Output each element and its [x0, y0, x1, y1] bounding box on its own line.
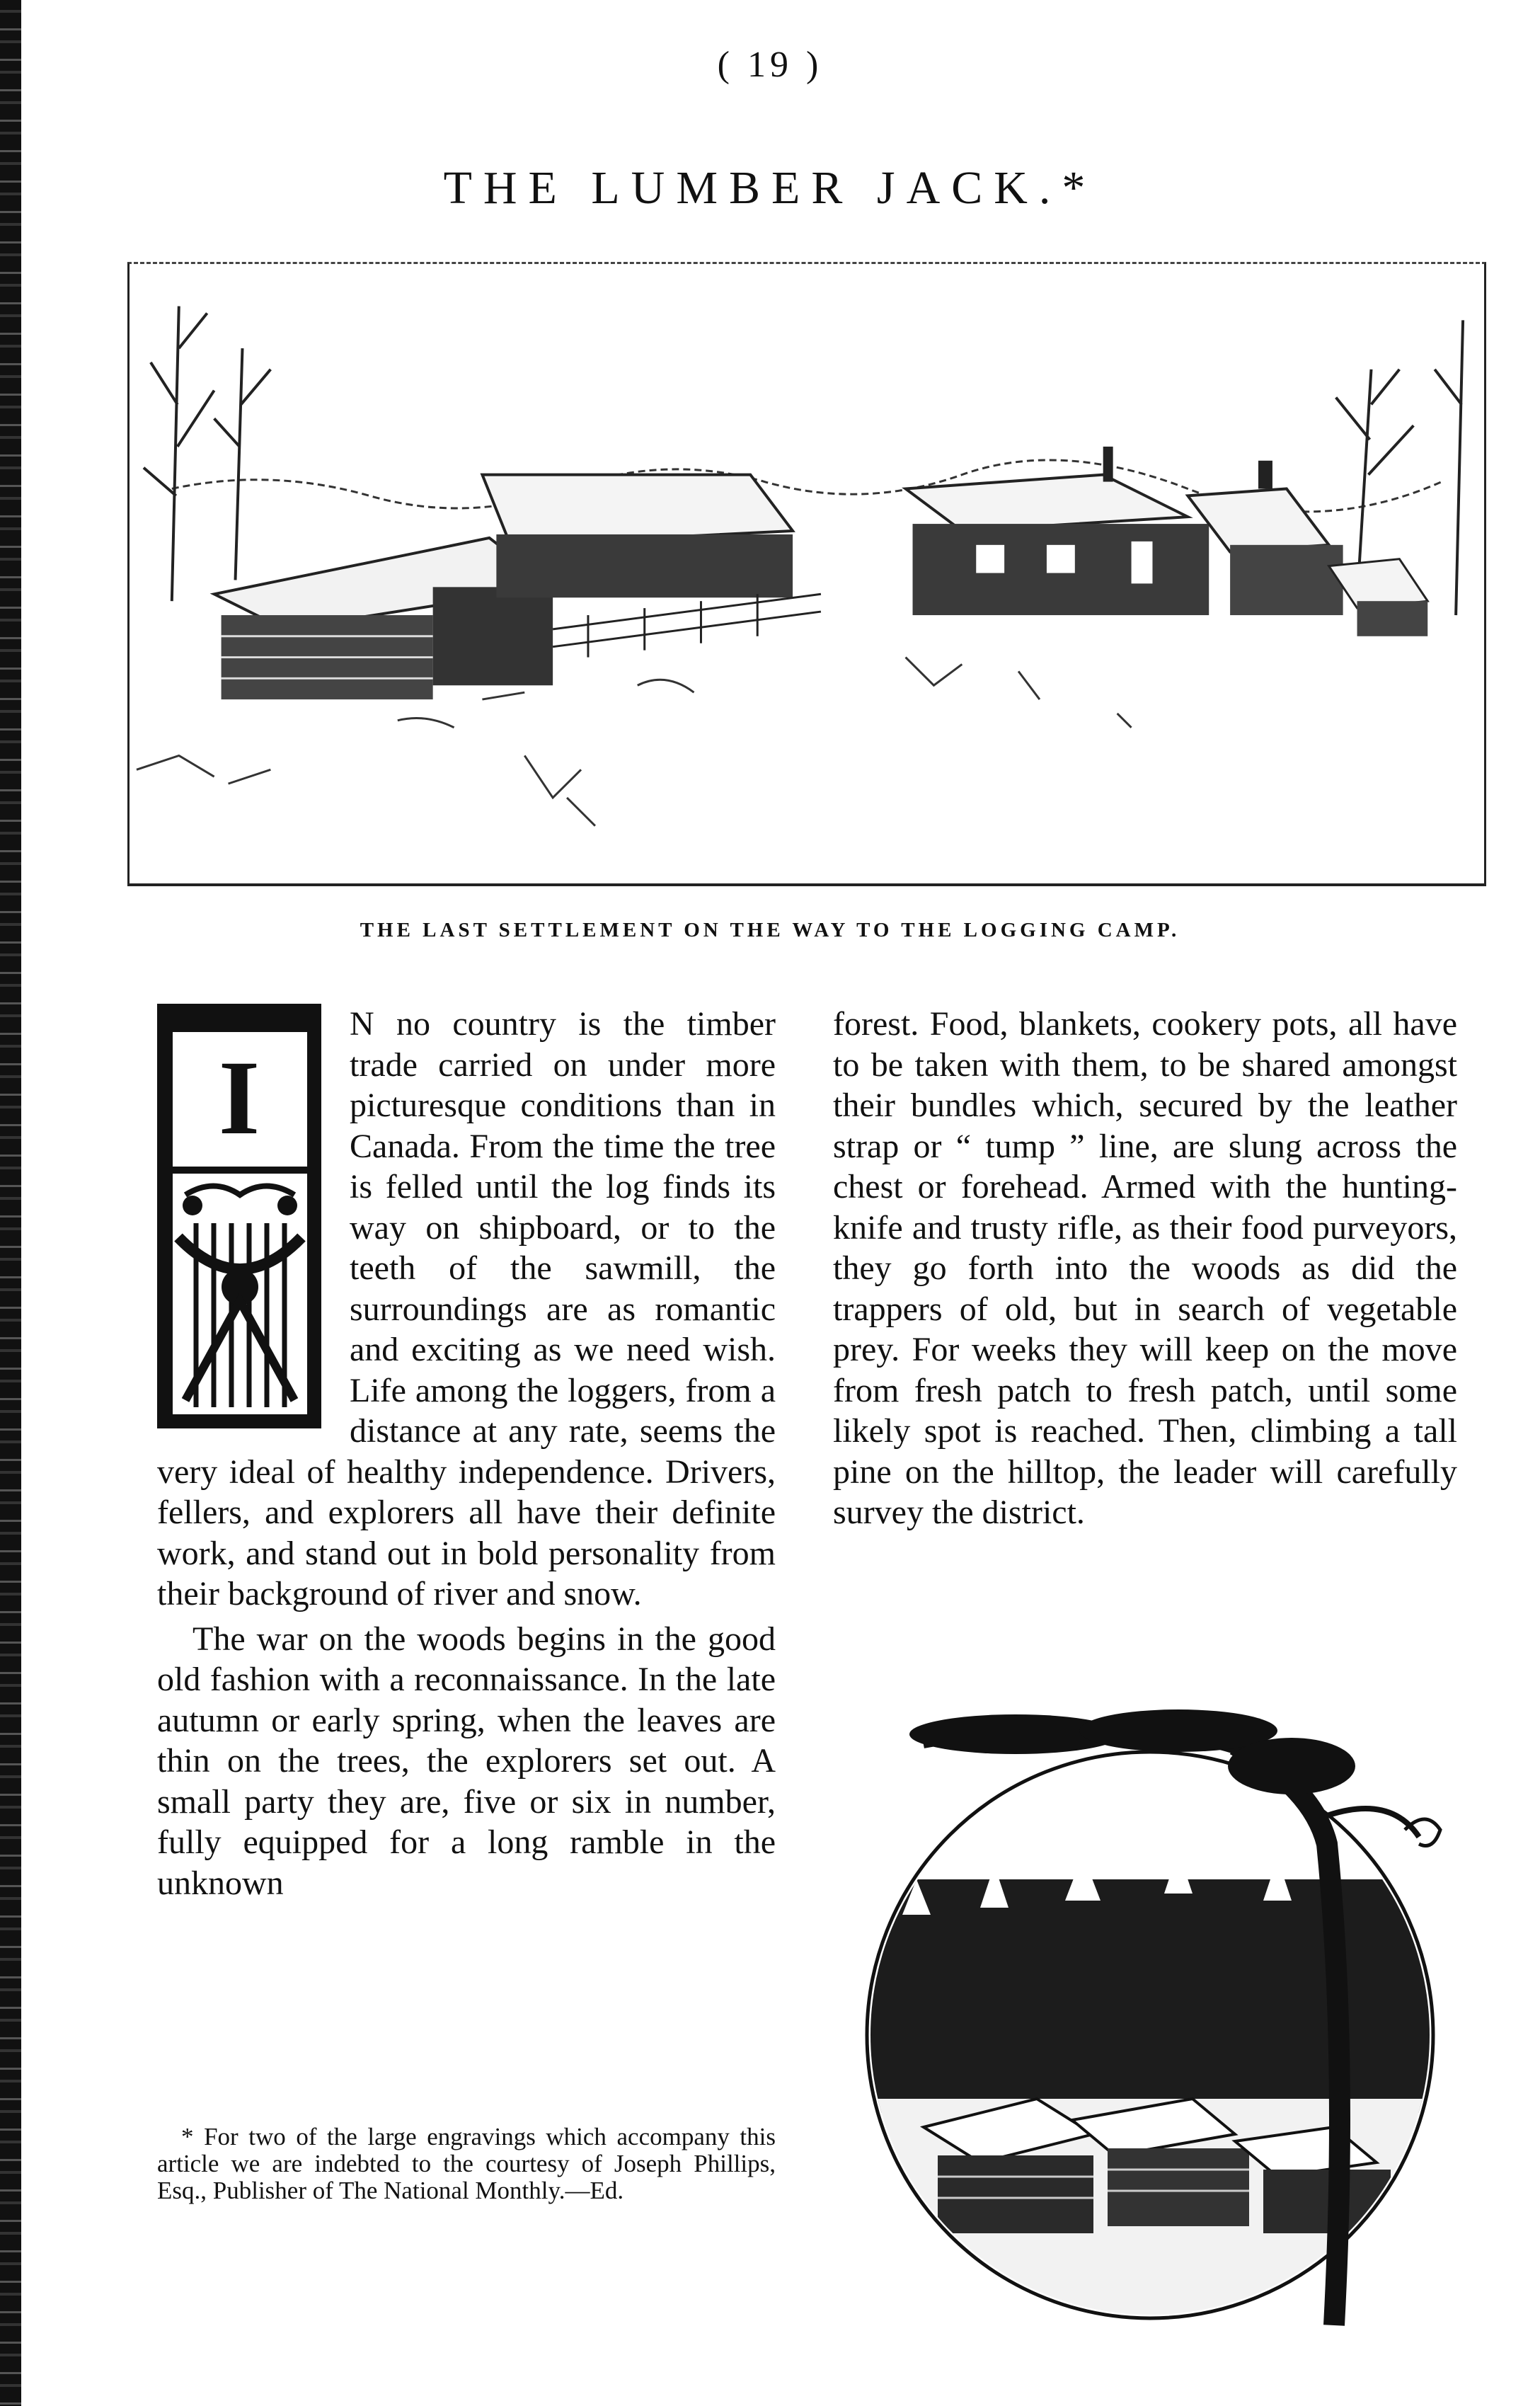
left-column — [157, 1004, 776, 1903]
drop-cap-letter: I — [218, 1039, 260, 1157]
page-number: ( 19 ) — [717, 45, 823, 85]
right-column — [833, 1004, 1457, 1533]
article-title: THE LUMBER JACK.* — [443, 162, 1097, 214]
paragraph-1 — [157, 1004, 776, 1615]
footnote: * For two of the large engravings which accompany this article we are indebted to the courtesy of Joseph Phillips, Esq., Publisher of The National Monthly.—Ed. — [157, 2123, 776, 2204]
logging-camp-vignette — [839, 1702, 1497, 2339]
paragraph-2-continued: forest. Food, blankets, cookery pots, all have to be taken with them, to be shared amongst their bundles which, secured by the leather strap or “ tump ” line, are slung across the chest or forehead. Armed with the hunting-knife and trusty rifle, as their food purveyors, they go forth into the woods as did the trappers of old, but in search of vegetable prey. For weeks they will keep on the move from fresh patch to fresh patch, until some likely spot is reached. Then, climbing a tall pine on the hilltop, the leader will carefully survey the district. — [833, 1005, 1457, 1531]
settlement-engraving — [127, 262, 1486, 886]
book-spine-edge — [0, 0, 21, 2406]
paragraph-1-text: N no country is the timber trade carried on under more picturesque conditions than in Canada. From the time the tree is felled until the log finds its way on shipboard, or to the teeth of the sawmill, the surroundings are as romantic and exciting as we need wish. Life among the loggers, from a distance at any rate, seems the very ideal of healthy independence. Drivers, fellers, and explorers all have their definite work, and stand out in bold personality from their background of river and snow. — [157, 1005, 776, 1612]
settlement-illustration — [130, 264, 1484, 883]
plate-caption: THE LAST SETTLEMENT ON THE WAY TO THE LOGGING CAMP. — [360, 919, 1180, 941]
paragraph-2: The war on the woods begins in the good old fashion with a reconnaissance. In the late autumn or early spring, when the leaves are thin on the trees, the explorers set out. A small party they are, five or six in number, fully equipped for a long ramble in the unknown — [157, 1620, 776, 1902]
drop-cap — [157, 1004, 327, 1428]
logging-camp-illustration — [839, 1702, 1497, 2339]
